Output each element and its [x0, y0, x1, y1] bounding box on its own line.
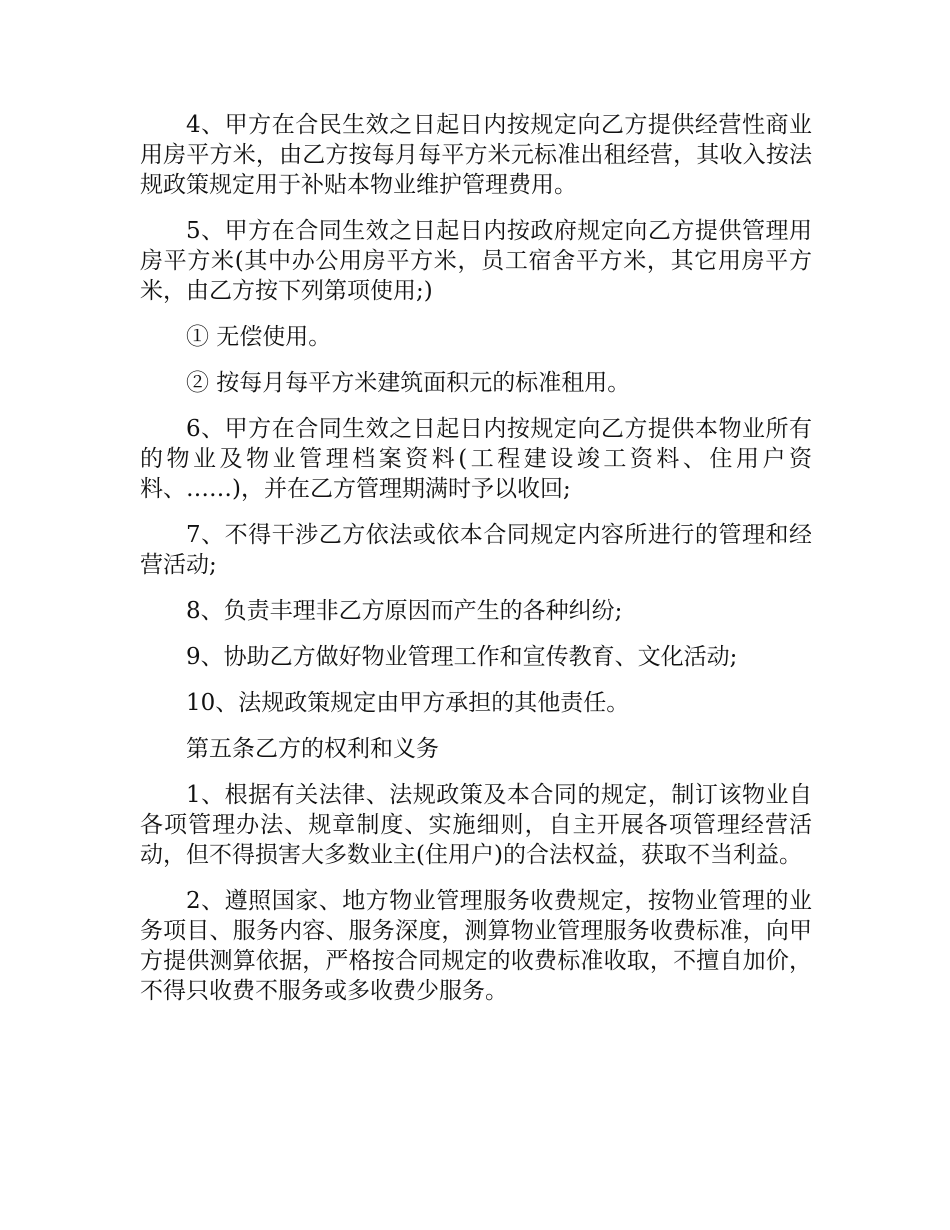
- paragraph-clause-10: 10、法规政策规定由甲方承担的其他责任。: [186, 690, 630, 716]
- paragraph-clause-8: 8、负责丰理非乙方原因而产生的各种纠纷;: [186, 598, 623, 624]
- paragraph-clause-6: 6、甲方在合同生效之日起日内按规定向乙方提供本物业所有的物业及物业管理档案资料(工程建设竣工资料、住用户资料、……)，并在乙方管理期满时予以收回;: [140, 416, 812, 502]
- paragraph-option-2: ② 按每月每平方米建筑面积元的标准租用。: [186, 370, 631, 396]
- paragraph-clause-4: 4、甲方在合民生效之日起日内按规定向乙方提供经营性商业用房平方米，由乙方按每月每平方米元标准出租经营，其收入按法规政策规定用于补贴本物业维护管理费用。: [140, 112, 812, 198]
- document-page: [140, 110, 812, 1022]
- paragraph-clause-9: 9、协助乙方做好物业管理工作和宣传教育、文化活动;: [186, 644, 738, 670]
- paragraph-party-b-2: 2、遵照国家、地方物业管理服务收费规定，按物业管理的业务项目、服务内容、服务深度，测算物业管理服务收费标准，向甲方提供测算依据，严格按合同规定的收费标准收取，不擅自加价，不得只收费不服务或多收费少服务。: [140, 888, 812, 1004]
- paragraph-party-b-1: 1、根据有关法律、法规政策及本合同的规定，制订该物业自各项管理办法、规章制度、实施细则，自主开展各项管理经营活动，但不得损害大多数业主(住用户)的合法权益，获取不当利益。: [140, 782, 812, 868]
- paragraph-clause-5: 5、甲方在合同生效之日起日内按政府规定向乙方提供管理用房平方米(其中办公用房平方米，员工宿舍平方米，其它用房平方米，由乙方按下列第项使用;): [140, 218, 812, 304]
- section-heading-article-5: 第五条乙方的权利和义务: [186, 736, 439, 762]
- paragraph-clause-7: 7、不得干涉乙方依法或依本合同规定内容所进行的管理和经营活动;: [140, 522, 812, 578]
- paragraph-option-1: ① 无偿使用。: [186, 324, 332, 350]
